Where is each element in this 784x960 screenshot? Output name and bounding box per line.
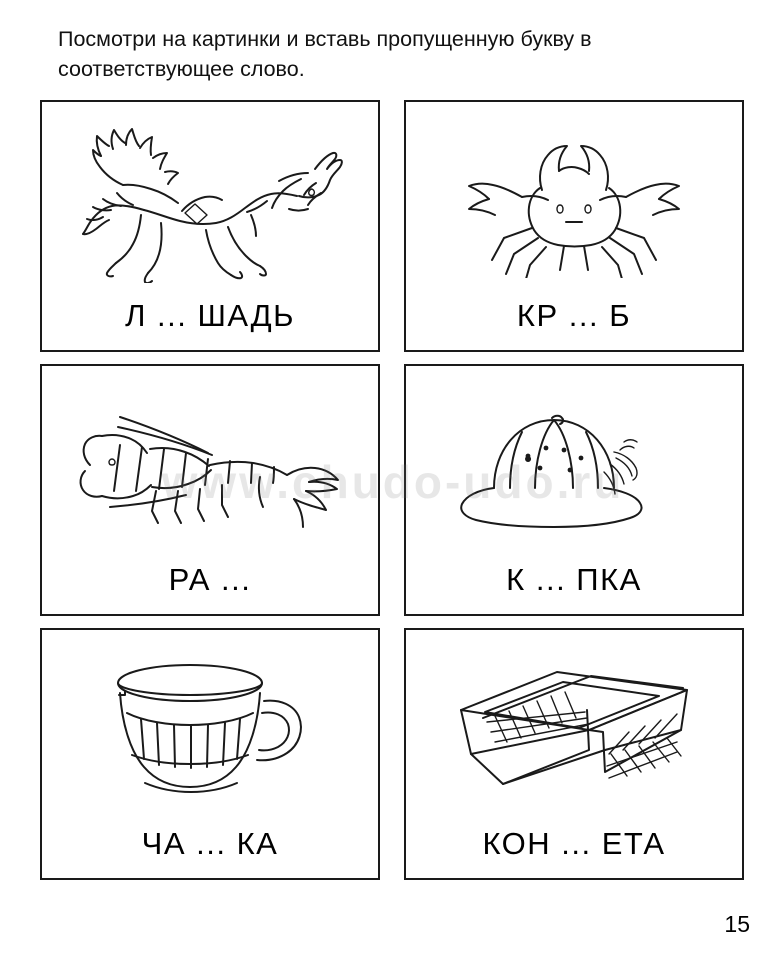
crab-icon (406, 102, 742, 298)
horse-icon (42, 102, 378, 298)
card-word: РА ... (168, 562, 252, 597)
card-word: КОН ... ЕТА (482, 826, 666, 861)
card-word: ЧА ... КА (141, 826, 279, 861)
candy-box-icon (406, 630, 742, 826)
picture-word-grid (18, 100, 766, 880)
card-cap[interactable] (404, 364, 744, 616)
page-title: Посмотри на картинки и вставь пропущенную букву в соответствующее слово. (58, 27, 592, 81)
card-cup[interactable] (40, 628, 380, 880)
card-candy[interactable] (404, 628, 744, 880)
cup-icon (42, 630, 378, 826)
page-number: 15 (724, 911, 750, 937)
card-horse[interactable] (40, 100, 380, 352)
card-word: К ... ПКА (506, 562, 642, 597)
card-crayfish[interactable] (40, 364, 380, 616)
card-crab[interactable] (404, 100, 744, 352)
card-word: КР ... Б (516, 298, 632, 333)
watermark: www.chudo-udo.ru (161, 456, 625, 508)
crayfish-icon (42, 366, 378, 562)
card-word: Л ... ШАДЬ (125, 298, 295, 333)
cap-icon (406, 366, 742, 562)
